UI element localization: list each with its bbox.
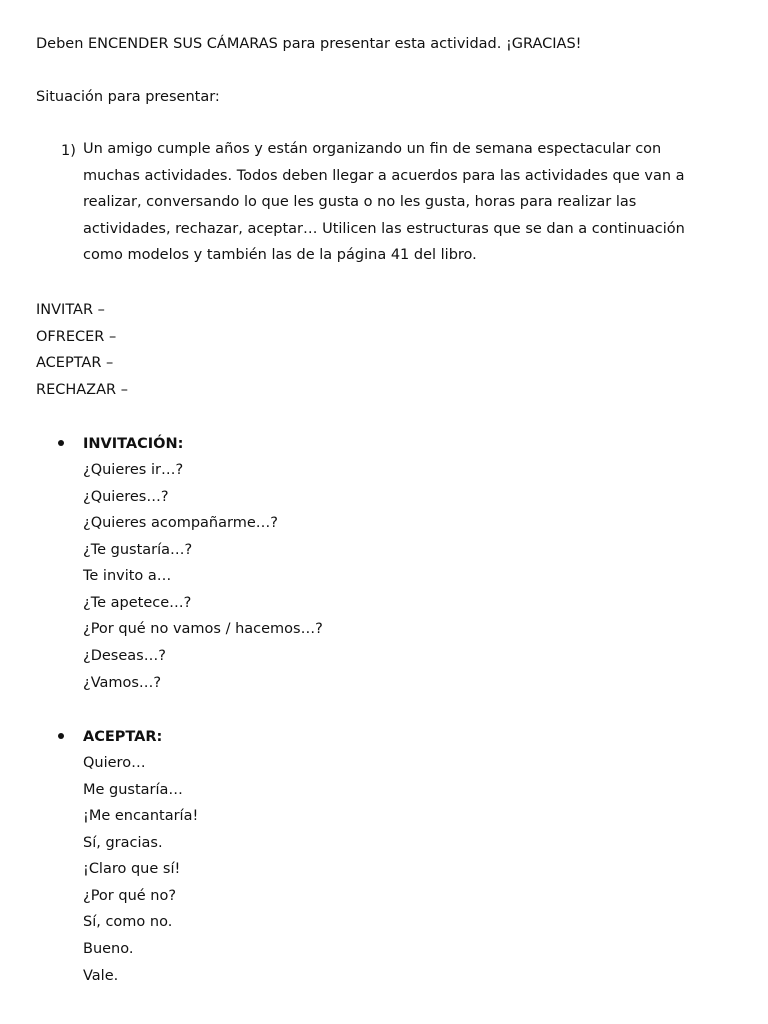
list-item: Sí, gracias. xyxy=(83,835,163,851)
category-aceptar: ACEPTAR – xyxy=(36,355,114,371)
list-item: Vale. xyxy=(83,968,119,984)
paragraph-line: como modelos y también las de la página 41 del libro. xyxy=(83,247,477,263)
list-item: ¿Deseas…? xyxy=(83,648,166,664)
list-item: ¿Quieres acompañarme…? xyxy=(83,515,278,531)
section-title-aceptar: ACEPTAR: xyxy=(83,729,163,745)
bullet-icon xyxy=(58,440,64,446)
section-title-invitacion: INVITACIÓN: xyxy=(83,436,184,452)
paragraph-line: muchas actividades. Todos deben llegar a acuerdos para las actividades que van a xyxy=(83,167,685,184)
list-item: Me gustaría… xyxy=(83,782,183,798)
list-item: ¡Me encantaría! xyxy=(83,808,199,824)
situation-label: Situación para presentar: xyxy=(36,89,220,105)
list-item: ¿Por qué no vamos / hacemos…? xyxy=(83,621,323,637)
item-paragraph xyxy=(83,136,743,269)
list-item: ¡Claro que sí! xyxy=(83,861,181,877)
paragraph-line: realizar, conversando lo que les gusta o no les gusta, horas para realizar las xyxy=(83,194,637,210)
list-item: ¿Te apetece…? xyxy=(83,595,192,611)
paragraph-line: actividades, rechazar, aceptar… Utilicen las estructuras que se dan a continuación xyxy=(83,220,685,237)
paragraph-line: Un amigo cumple años y están organizando un fin de semana espectacular con xyxy=(83,141,662,157)
bullet-icon xyxy=(58,733,64,739)
category-rechazar: RECHAZAR – xyxy=(36,382,128,398)
list-item: ¿Quieres ir…? xyxy=(83,462,184,478)
list-item: Te invito a… xyxy=(83,568,172,584)
list-item: ¿Vamos…? xyxy=(83,675,162,691)
category-invitar: INVITAR – xyxy=(36,302,105,318)
header-line: Deben ENCENDER SUS CÁMARAS para presentar esta actividad. ¡GRACIAS! xyxy=(36,36,582,52)
item-number: 1) xyxy=(61,143,76,159)
list-item: ¿Por qué no? xyxy=(83,888,177,904)
list-item: ¿Te gustaría…? xyxy=(83,542,193,558)
list-item: ¿Quieres…? xyxy=(83,489,169,505)
list-item: Bueno. xyxy=(83,941,134,957)
category-ofrecer: OFRECER – xyxy=(36,329,117,345)
list-item: Quiero… xyxy=(83,755,146,771)
list-item: Sí, como no. xyxy=(83,914,173,930)
